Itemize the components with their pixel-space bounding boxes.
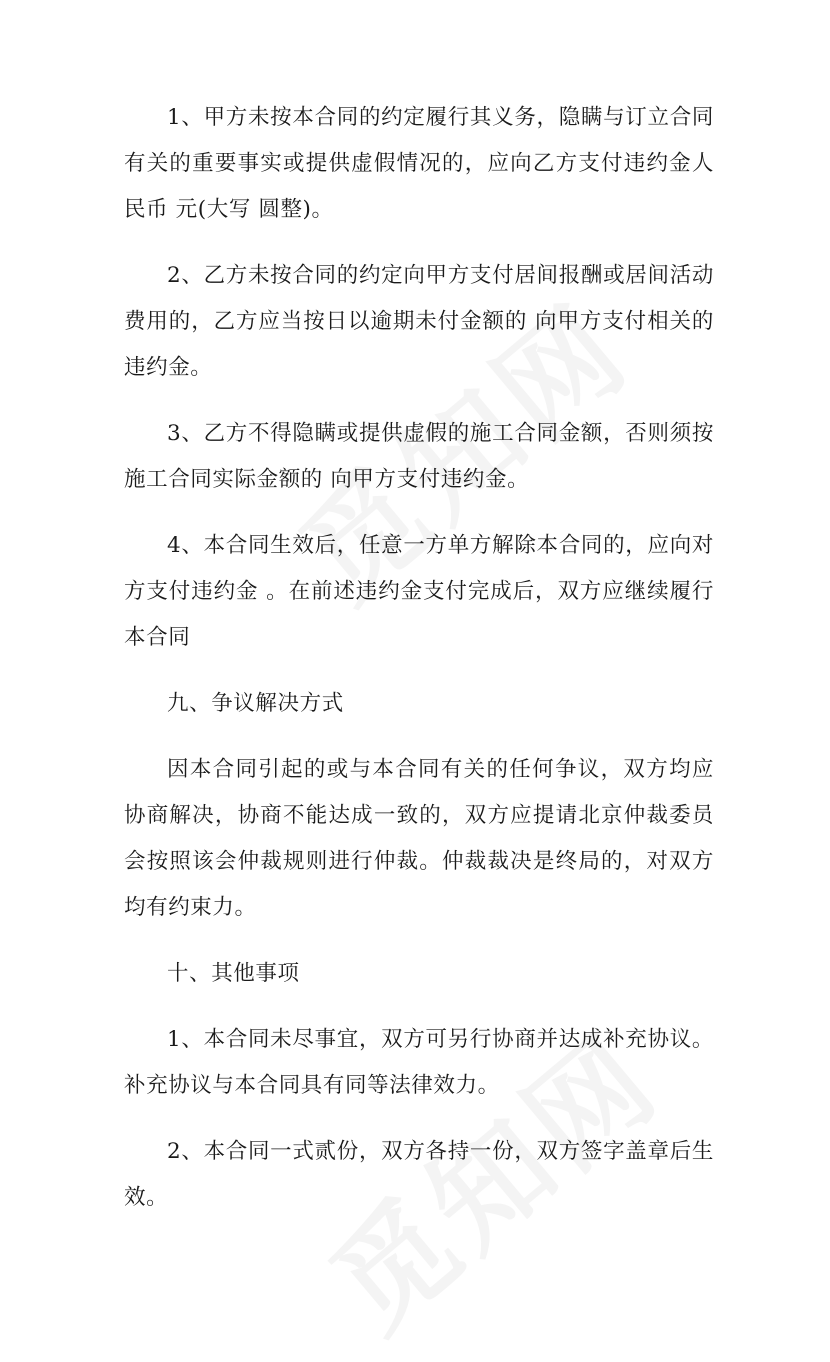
document-body [124,95,714,1221]
clause-3-paragraph: 3、乙方不得隐瞒或提供虚假的施工合同金额，否则须按施工合同实际金额的 向甲方支付违约金。 [124,421,714,492]
dispute-paragraph: 因本合同引起的或与本合同有关的任何争议，双方均应协商解决，协商不能达成一致的，双方应提请北京仲裁委员会按照该会仲裁规则进行仲裁。仲裁裁决是终局的，对双方均有约束力。 [124,757,714,920]
clause-4-paragraph: 4、本合同生效后，任意一方单方解除本合同的，应向对方支付违约金 。在前述违约金支付完成后，双方应继续履行本合同 [124,533,714,650]
section-heading-dispute: 九、争议解决方式 [167,691,344,716]
clause-1-paragraph: 1、甲方未按本合同的约定履行其义务，隐瞒与订立合同有关的重要事实或提供虚假情况的，应向乙方支付违约金人民币 元(大写 圆整)。 [124,105,714,222]
section-heading-other: 十、其他事项 [167,961,300,986]
other-item-2-paragraph: 2、本合同一式贰份，双方各持一份，双方签字盖章后生效。 [124,1139,714,1210]
clause-2-paragraph: 2、乙方未按合同的约定向甲方支付居间报酬或居间活动费用的，乙方应当按日以逾期未付金额的 向甲方支付相关的违约金。 [124,263,714,380]
other-item-1-paragraph: 1、本合同未尽事宜，双方可另行协商并达成补充协议。补充协议与本合同具有同等法律效力。 [124,1027,714,1098]
